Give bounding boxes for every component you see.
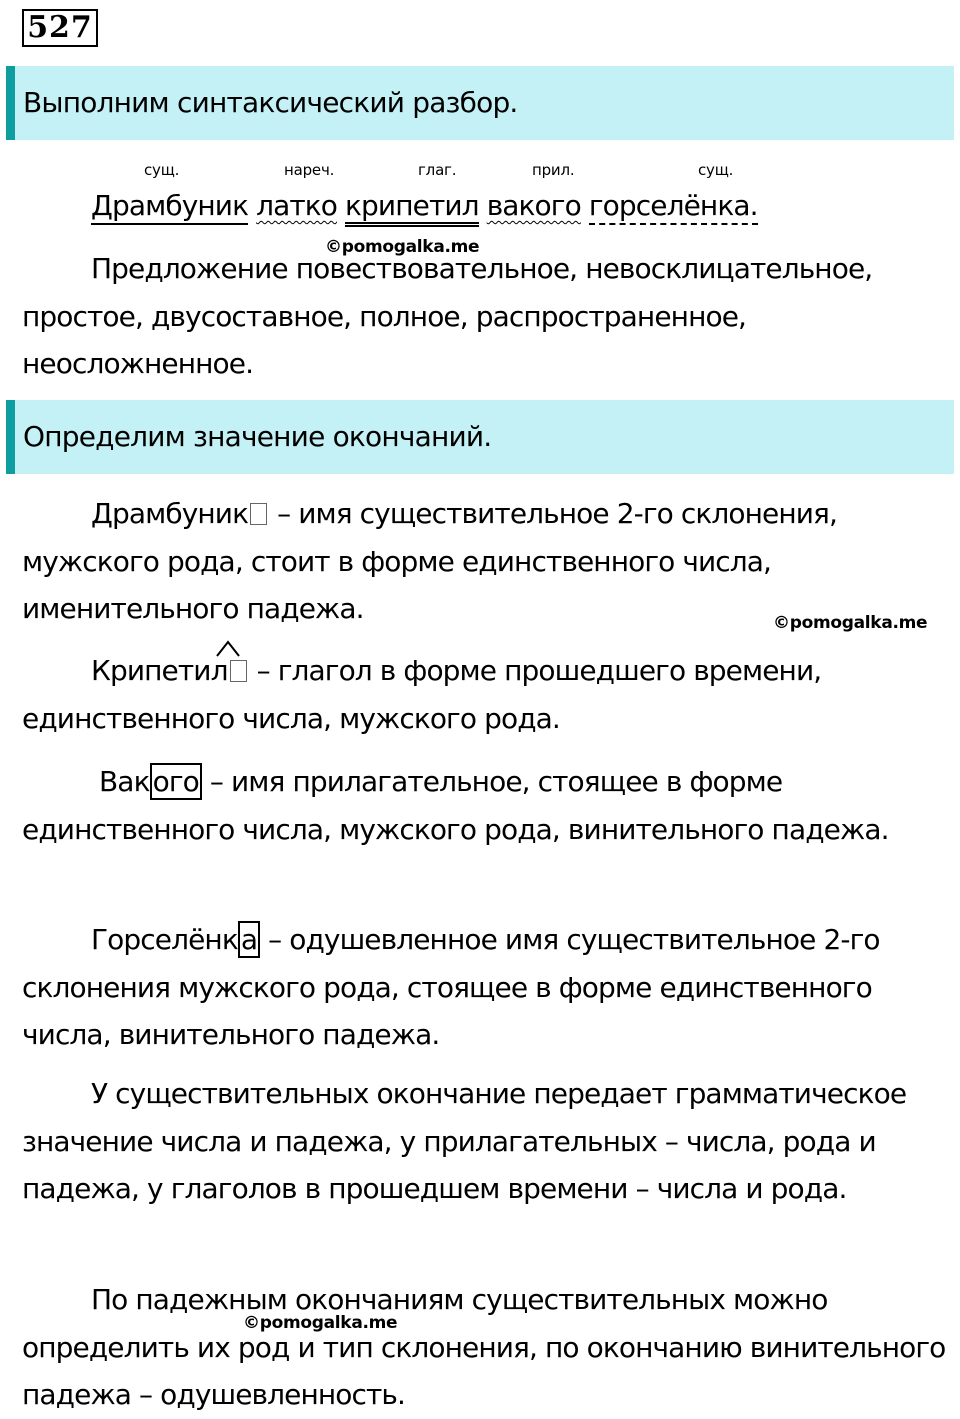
- section-heading-syntax: Выполним синтаксический разбор.: [6, 66, 954, 140]
- conclusion-paragraph-2: По падежным окончаниям существительных можно определить их род и тип склонения, по окончанию винительного падежа – одушевленность.: [22, 1283, 946, 1411]
- ending-paragraph-vakogo: [22, 758, 947, 853]
- word: Драмбуник: [91, 497, 249, 530]
- attribute-word: вакого: [486, 189, 581, 222]
- parsed-sentence: [91, 184, 758, 228]
- object-word: горселёнка.: [589, 189, 758, 225]
- watermark: ©pomogalka.me: [243, 1313, 398, 1333]
- suffix-arc-icon: [215, 640, 241, 658]
- ending-box: а: [238, 921, 260, 958]
- explanation: – одушевленное имя существительное 2-го склонения мужского рода, стоящее в форме единственного числа, винительного падежа.: [22, 923, 880, 1051]
- word: Крипетил: [91, 654, 228, 687]
- ending-paragraph-kripetil: [22, 647, 947, 742]
- pos-label: сущ.: [698, 161, 734, 179]
- watermark: ©pomogalka.me: [325, 237, 480, 257]
- predicate-word: крипетил: [345, 189, 479, 227]
- watermark: ©pomogalka.me: [773, 613, 928, 633]
- adverbial-word: латко: [256, 189, 338, 222]
- sentence-characteristics: Предложение повествовательное, невосклицательное, простое, двусоставное, полное, распространенное, неосложненное.: [22, 252, 873, 380]
- zero-ending-box: [230, 660, 247, 682]
- pos-label: прил.: [532, 161, 575, 179]
- conclusion-paragraph: У существительных окончание передает грамматическое значение числа и падежа, у прилагательных – числа, рода и падежа, у глаголов в прошедшем времени – числа и рода.: [22, 1077, 907, 1205]
- subject-word: Драмбуник: [91, 189, 248, 225]
- pos-label: глаг.: [418, 161, 457, 179]
- stem: Вак: [99, 765, 150, 798]
- pos-label: нареч.: [284, 161, 335, 179]
- ending-paragraph-gorselenka: [22, 916, 947, 1059]
- task-number: 527: [22, 9, 98, 47]
- explanation: – имя существительное 2-го склонения, мужского рода, стоит в форме единственного числа, именительного падежа.: [22, 497, 838, 625]
- stem: Горселёнк: [91, 923, 238, 956]
- zero-ending-box: [250, 503, 267, 525]
- ending-box: ого: [150, 763, 202, 800]
- section-heading-endings: Определим значение окончаний.: [6, 400, 954, 474]
- explanation: – имя прилагательное, стоящее в форме единственного числа, мужского рода, винительного падежа.: [22, 765, 889, 846]
- explanation: – глагол в форме прошедшего времени, единственного числа, мужского рода.: [22, 654, 822, 735]
- pos-label: сущ.: [144, 161, 180, 179]
